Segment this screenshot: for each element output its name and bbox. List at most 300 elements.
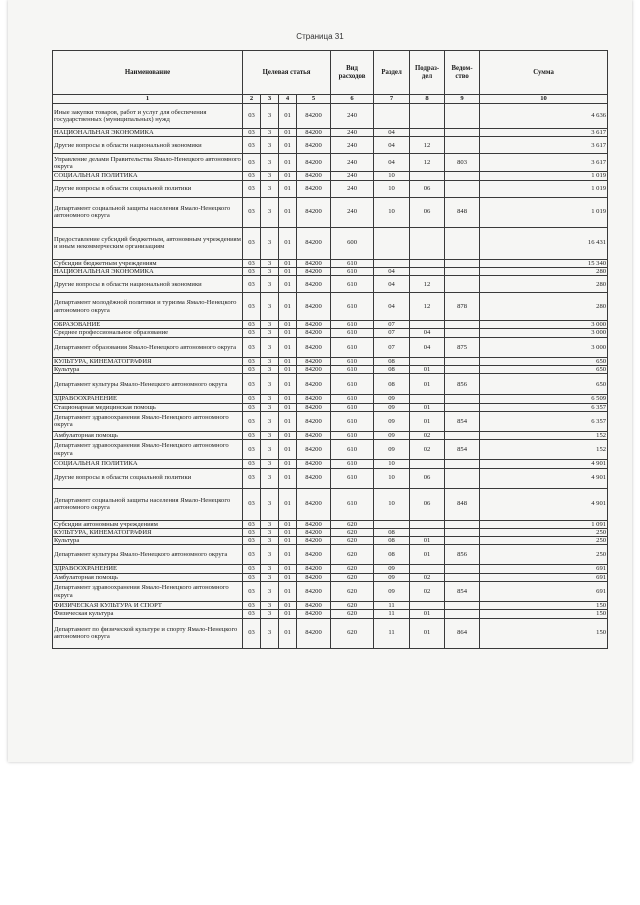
cell-podrazdel: 06 [410,488,445,520]
cell-name: Иные закупки товаров, работ и услуг для обеспечения государственных (муниципальных) нужд [53,104,243,129]
cell-code-3: 3 [261,468,279,488]
cell-vid: 610 [331,259,374,267]
cell-summa: 1 091 [480,520,608,528]
cell-razdel: 04 [374,154,410,172]
cell-code-5: 84200 [297,565,331,573]
cell-code-2: 03 [243,293,261,321]
cell-code-4: 01 [279,528,297,536]
cell-code-2: 03 [243,431,261,439]
cell-summa: 250 [480,545,608,565]
cell-name: Культура [53,537,243,545]
cell-razdel: 11 [374,618,410,648]
cell-code-5: 84200 [297,259,331,267]
cell-vid: 610 [331,488,374,520]
cell-podrazdel: 01 [410,545,445,565]
cell-code-3: 3 [261,259,279,267]
cell-summa: 650 [480,357,608,365]
cell-code-5: 84200 [297,610,331,618]
cell-vedomstvo [445,259,480,267]
cell-podrazdel: 01 [410,610,445,618]
cell-razdel: 08 [374,545,410,565]
cell-name: КУЛЬТУРА, КИНЕМАТОГРАФИЯ [53,528,243,536]
cell-code-3: 3 [261,172,279,180]
cell-vedomstvo [445,129,480,137]
cell-code-3: 3 [261,610,279,618]
cell-code-3: 3 [261,104,279,129]
cell-name: Департамент социальной защиты населения Ямало-Ненецкого автономного округа [53,488,243,520]
cell-code-4: 01 [279,267,297,275]
cell-vid: 620 [331,573,374,581]
cell-code-4: 01 [279,366,297,374]
cell-name: Департамент молодёжной политики и туризма Ямало-Ненецкого автономного округа [53,293,243,321]
cell-code-2: 03 [243,488,261,520]
cell-code-4: 01 [279,460,297,468]
cell-podrazdel [410,104,445,129]
cell-code-4: 01 [279,582,297,602]
cell-code-2: 03 [243,104,261,129]
cell-code-2: 03 [243,602,261,610]
cell-code-2: 03 [243,329,261,337]
cell-code-4: 01 [279,537,297,545]
table-row [53,321,608,329]
cell-code-2: 03 [243,180,261,197]
table-row [53,537,608,545]
cell-summa: 3 000 [480,337,608,357]
cell-summa: 1 019 [480,197,608,227]
cell-code-3: 3 [261,321,279,329]
cell-code-4: 01 [279,329,297,337]
header-podrazdel: Подраз- дел [410,51,445,95]
cell-name: Амбулаторная помощь [53,431,243,439]
cell-code-2: 03 [243,537,261,545]
cell-vedomstvo [445,468,480,488]
cell-code-5: 84200 [297,537,331,545]
cell-code-5: 84200 [297,545,331,565]
table-row [53,154,608,172]
cell-code-4: 01 [279,104,297,129]
cell-razdel: 04 [374,137,410,154]
col-number: 4 [279,95,297,104]
cell-summa: 16 431 [480,227,608,259]
table-row [53,602,608,610]
cell-code-3: 3 [261,329,279,337]
cell-vid: 620 [331,610,374,618]
cell-name: ФИЗИЧЕСКАЯ КУЛЬТУРА И СПОРТ [53,602,243,610]
cell-name: Департамент здравоохранения Ямало-Ненецкого автономного округа [53,582,243,602]
table-row [53,357,608,365]
cell-vid: 240 [331,180,374,197]
cell-code-4: 01 [279,180,297,197]
cell-vid: 610 [331,276,374,293]
cell-vedomstvo [445,565,480,573]
cell-name: СОЦИАЛЬНАЯ ПОЛИТИКА [53,460,243,468]
cell-vid: 610 [331,395,374,403]
cell-podrazdel: 12 [410,293,445,321]
column-number-row [53,95,608,104]
cell-code-4: 01 [279,227,297,259]
cell-razdel: 09 [374,411,410,431]
cell-summa: 650 [480,374,608,395]
cell-vid: 240 [331,129,374,137]
cell-podrazdel: 04 [410,337,445,357]
cell-code-5: 84200 [297,104,331,129]
cell-code-2: 03 [243,411,261,431]
cell-razdel: 09 [374,403,410,411]
cell-summa: 250 [480,528,608,536]
cell-vid: 620 [331,582,374,602]
cell-vid: 600 [331,227,374,259]
cell-razdel [374,227,410,259]
table-row [53,545,608,565]
cell-name: Субсидии автономным учреждениям [53,520,243,528]
table-row [53,460,608,468]
cell-razdel: 09 [374,431,410,439]
cell-code-5: 84200 [297,357,331,365]
cell-code-2: 03 [243,460,261,468]
col-number: 8 [410,95,445,104]
cell-code-3: 3 [261,227,279,259]
cell-vedomstvo [445,431,480,439]
cell-summa: 691 [480,573,608,581]
cell-podrazdel: 01 [410,537,445,545]
cell-podrazdel [410,227,445,259]
cell-code-4: 01 [279,440,297,460]
cell-code-2: 03 [243,357,261,365]
cell-code-2: 03 [243,137,261,154]
cell-code-2: 03 [243,154,261,172]
cell-code-4: 01 [279,545,297,565]
cell-podrazdel [410,321,445,329]
cell-vedomstvo: 864 [445,618,480,648]
cell-code-4: 01 [279,172,297,180]
table-row [53,411,608,431]
cell-code-2: 03 [243,468,261,488]
col-number: 3 [261,95,279,104]
cell-name: Предоставление субсидий бюджетным, автономным учреждениям и иным некоммерческим организациям [53,227,243,259]
cell-vedomstvo: 856 [445,374,480,395]
cell-code-3: 3 [261,180,279,197]
cell-summa: 6 357 [480,411,608,431]
cell-code-3: 3 [261,267,279,275]
cell-summa: 3 617 [480,137,608,154]
cell-podrazdel [410,395,445,403]
table-row [53,440,608,460]
cell-razdel: 08 [374,374,410,395]
cell-code-5: 84200 [297,460,331,468]
cell-code-3: 3 [261,460,279,468]
cell-vid: 610 [331,293,374,321]
cell-code-5: 84200 [297,602,331,610]
cell-code-4: 01 [279,321,297,329]
cell-code-4: 01 [279,374,297,395]
cell-summa: 280 [480,293,608,321]
cell-podrazdel: 12 [410,154,445,172]
cell-vid: 610 [331,329,374,337]
cell-code-3: 3 [261,431,279,439]
cell-code-2: 03 [243,267,261,275]
cell-vedomstvo [445,321,480,329]
cell-summa: 3 617 [480,129,608,137]
cell-vedomstvo: 854 [445,411,480,431]
cell-razdel: 09 [374,440,410,460]
cell-podrazdel [410,602,445,610]
table-row [53,366,608,374]
header-vedomstvo: Ведом- ство [445,51,480,95]
cell-name: Департамент социальной защиты населения Ямало-Ненецкого автономного округа [53,197,243,227]
cell-vid: 240 [331,137,374,154]
cell-code-3: 3 [261,545,279,565]
cell-name: Физическая культура [53,610,243,618]
cell-code-2: 03 [243,259,261,267]
cell-name: Управление делами Правительства Ямало-Ненецкого автономного округа [54,155,241,170]
table-row [53,403,608,411]
cell-vid: 610 [331,366,374,374]
cell-name: Другие вопросы в области социальной политики [53,468,243,488]
cell-summa: 280 [480,267,608,275]
cell-vid: 240 [331,104,374,129]
cell-name: СОЦИАЛЬНАЯ ПОЛИТИКА [53,172,243,180]
cell-name: Стационарная медицинская помощь [53,403,243,411]
cell-vedomstvo [445,537,480,545]
table-row [53,172,608,180]
cell-summa: 150 [480,602,608,610]
cell-code-3: 3 [261,528,279,536]
cell-name: Департамент здравоохранения Ямало-Ненецкого автономного округа [53,440,243,460]
cell-razdel: 10 [374,172,410,180]
cell-summa: 691 [480,582,608,602]
table-row [53,337,608,357]
cell-vid: 610 [331,440,374,460]
cell-vedomstvo: 848 [445,197,480,227]
cell-podrazdel [410,259,445,267]
cell-razdel: 04 [374,276,410,293]
cell-code-5: 84200 [297,276,331,293]
cell-code-3: 3 [261,573,279,581]
cell-code-3: 3 [261,374,279,395]
cell-podrazdel [410,565,445,573]
cell-code-2: 03 [243,573,261,581]
cell-vedomstvo [445,357,480,365]
cell-razdel: 10 [374,488,410,520]
cell-vid: 610 [331,403,374,411]
cell-vedomstvo [445,137,480,154]
cell-code-5: 84200 [297,337,331,357]
cell-summa: 280 [480,276,608,293]
cell-razdel [374,104,410,129]
cell-code-5: 84200 [297,403,331,411]
cell-code-2: 03 [243,545,261,565]
cell-vid: 610 [331,468,374,488]
cell-code-5: 84200 [297,321,331,329]
cell-name: Среднее профессиональное образование [53,329,243,337]
cell-code-2: 03 [243,227,261,259]
cell-razdel: 09 [374,573,410,581]
cell-name: Департамент образования Ямало-Ненецкого автономного округа [53,337,243,357]
cell-razdel: 08 [374,537,410,545]
cell-code-4: 01 [279,403,297,411]
cell-code-5: 84200 [297,520,331,528]
cell-code-4: 01 [279,137,297,154]
cell-summa: 15 340 [480,259,608,267]
cell-code-3: 3 [261,488,279,520]
cell-summa: 4 901 [480,460,608,468]
cell-code-2: 03 [243,321,261,329]
cell-vid: 240 [331,172,374,180]
table-row [53,104,608,129]
cell-code-4: 01 [279,293,297,321]
cell-summa: 150 [480,618,608,648]
page-number-label: Страница 31 [296,32,344,41]
cell-code-2: 03 [243,374,261,395]
cell-vedomstvo [445,104,480,129]
cell-vid: 620 [331,537,374,545]
cell-podrazdel: 04 [410,329,445,337]
cell-vid: 610 [331,431,374,439]
cell-code-5: 84200 [297,488,331,520]
cell-vedomstvo: 803 [445,154,480,172]
table-row [53,329,608,337]
cell-code-4: 01 [279,357,297,365]
cell-vedomstvo [445,460,480,468]
cell-podrazdel: 02 [410,582,445,602]
cell-code-5: 84200 [297,411,331,431]
cell-podrazdel: 06 [410,180,445,197]
cell-razdel: 10 [374,197,410,227]
col-number: 2 [243,95,261,104]
table-row [53,293,608,321]
col-number: 7 [374,95,410,104]
cell-code-4: 01 [279,337,297,357]
cell-code-4: 01 [279,395,297,403]
header-vid: Вид расходов [331,51,374,95]
cell-code-5: 84200 [297,227,331,259]
cell-code-2: 03 [243,618,261,648]
cell-razdel: 04 [374,267,410,275]
cell-vid: 620 [331,545,374,565]
cell-razdel: 04 [374,293,410,321]
cell-code-3: 3 [261,129,279,137]
cell-code-5: 84200 [297,573,331,581]
cell-code-3: 3 [261,154,279,172]
cell-vid: 610 [331,337,374,357]
table-row [53,618,608,648]
cell-code-2: 03 [243,172,261,180]
cell-code-3: 3 [261,276,279,293]
cell-vedomstvo: 875 [445,337,480,357]
table-row [53,468,608,488]
cell-name: ОБРАЗОВАНИЕ [53,321,243,329]
cell-vid: 620 [331,602,374,610]
cell-code-4: 01 [279,259,297,267]
cell-name: Культура [53,366,243,374]
cell-code-4: 01 [279,573,297,581]
cell-razdel: 04 [374,129,410,137]
cell-code-2: 03 [243,565,261,573]
cell-razdel: 11 [374,602,410,610]
cell-razdel: 07 [374,337,410,357]
cell-code-5: 84200 [297,180,331,197]
cell-podrazdel [410,267,445,275]
cell-vid: 620 [331,528,374,536]
cell-code-3: 3 [261,618,279,648]
cell-vedomstvo [445,403,480,411]
cell-summa: 250 [480,537,608,545]
table-row [53,528,608,536]
cell-code-2: 03 [243,610,261,618]
cell-code-4: 01 [279,565,297,573]
cell-code-4: 01 [279,468,297,488]
cell-code-2: 03 [243,440,261,460]
cell-code-3: 3 [261,337,279,357]
cell-code-4: 01 [279,618,297,648]
col-number: 5 [297,95,331,104]
cell-code-4: 01 [279,276,297,293]
cell-razdel: 09 [374,582,410,602]
cell-code-2: 03 [243,197,261,227]
cell-summa: 3 617 [480,154,608,172]
cell-code-2: 03 [243,403,261,411]
cell-code-3: 3 [261,440,279,460]
cell-code-5: 84200 [297,129,331,137]
cell-code-4: 01 [279,488,297,520]
table-row [53,259,608,267]
cell-code-5: 84200 [297,137,331,154]
cell-vedomstvo [445,610,480,618]
cell-vedomstvo [445,329,480,337]
cell-code-3: 3 [261,197,279,227]
cell-code-2: 03 [243,276,261,293]
cell-razdel: 10 [374,460,410,468]
cell-code-3: 3 [261,537,279,545]
cell-name: НАЦИОНАЛЬНАЯ ЭКОНОМИКА [53,267,243,275]
table-row [53,610,608,618]
cell-summa: 152 [480,440,608,460]
table-row [53,565,608,573]
cell-podrazdel: 02 [410,573,445,581]
cell-vid: 620 [331,520,374,528]
cell-code-5: 84200 [297,293,331,321]
cell-code-5: 84200 [297,197,331,227]
cell-vid: 610 [331,374,374,395]
header-target: Целевая статья [243,51,331,95]
cell-podrazdel [410,460,445,468]
cell-code-3: 3 [261,403,279,411]
col-number: 10 [480,95,608,104]
cell-code-5: 84200 [297,395,331,403]
cell-code-4: 01 [279,520,297,528]
cell-summa: 4 636 [480,104,608,129]
cell-razdel: 10 [374,180,410,197]
cell-razdel: 09 [374,565,410,573]
cell-summa: 1 019 [480,172,608,180]
cell-name: КУЛЬТУРА, КИНЕМАТОГРАФИЯ [53,357,243,365]
cell-podrazdel: 01 [410,374,445,395]
cell-name: Другие вопросы в области социальной политики [53,180,243,197]
cell-name: Департамент здравоохранения Ямало-Ненецкого автономного округа [53,411,243,431]
cell-code-4: 01 [279,129,297,137]
table-row [53,227,608,259]
cell-podrazdel [410,520,445,528]
cell-razdel: 08 [374,366,410,374]
budget-table [52,50,608,649]
cell-summa: 650 [480,366,608,374]
cell-vedomstvo [445,602,480,610]
col-number: 6 [331,95,374,104]
cell-podrazdel: 01 [410,411,445,431]
table-row [53,267,608,275]
cell-code-5: 84200 [297,528,331,536]
cell-summa: 6 357 [480,403,608,411]
